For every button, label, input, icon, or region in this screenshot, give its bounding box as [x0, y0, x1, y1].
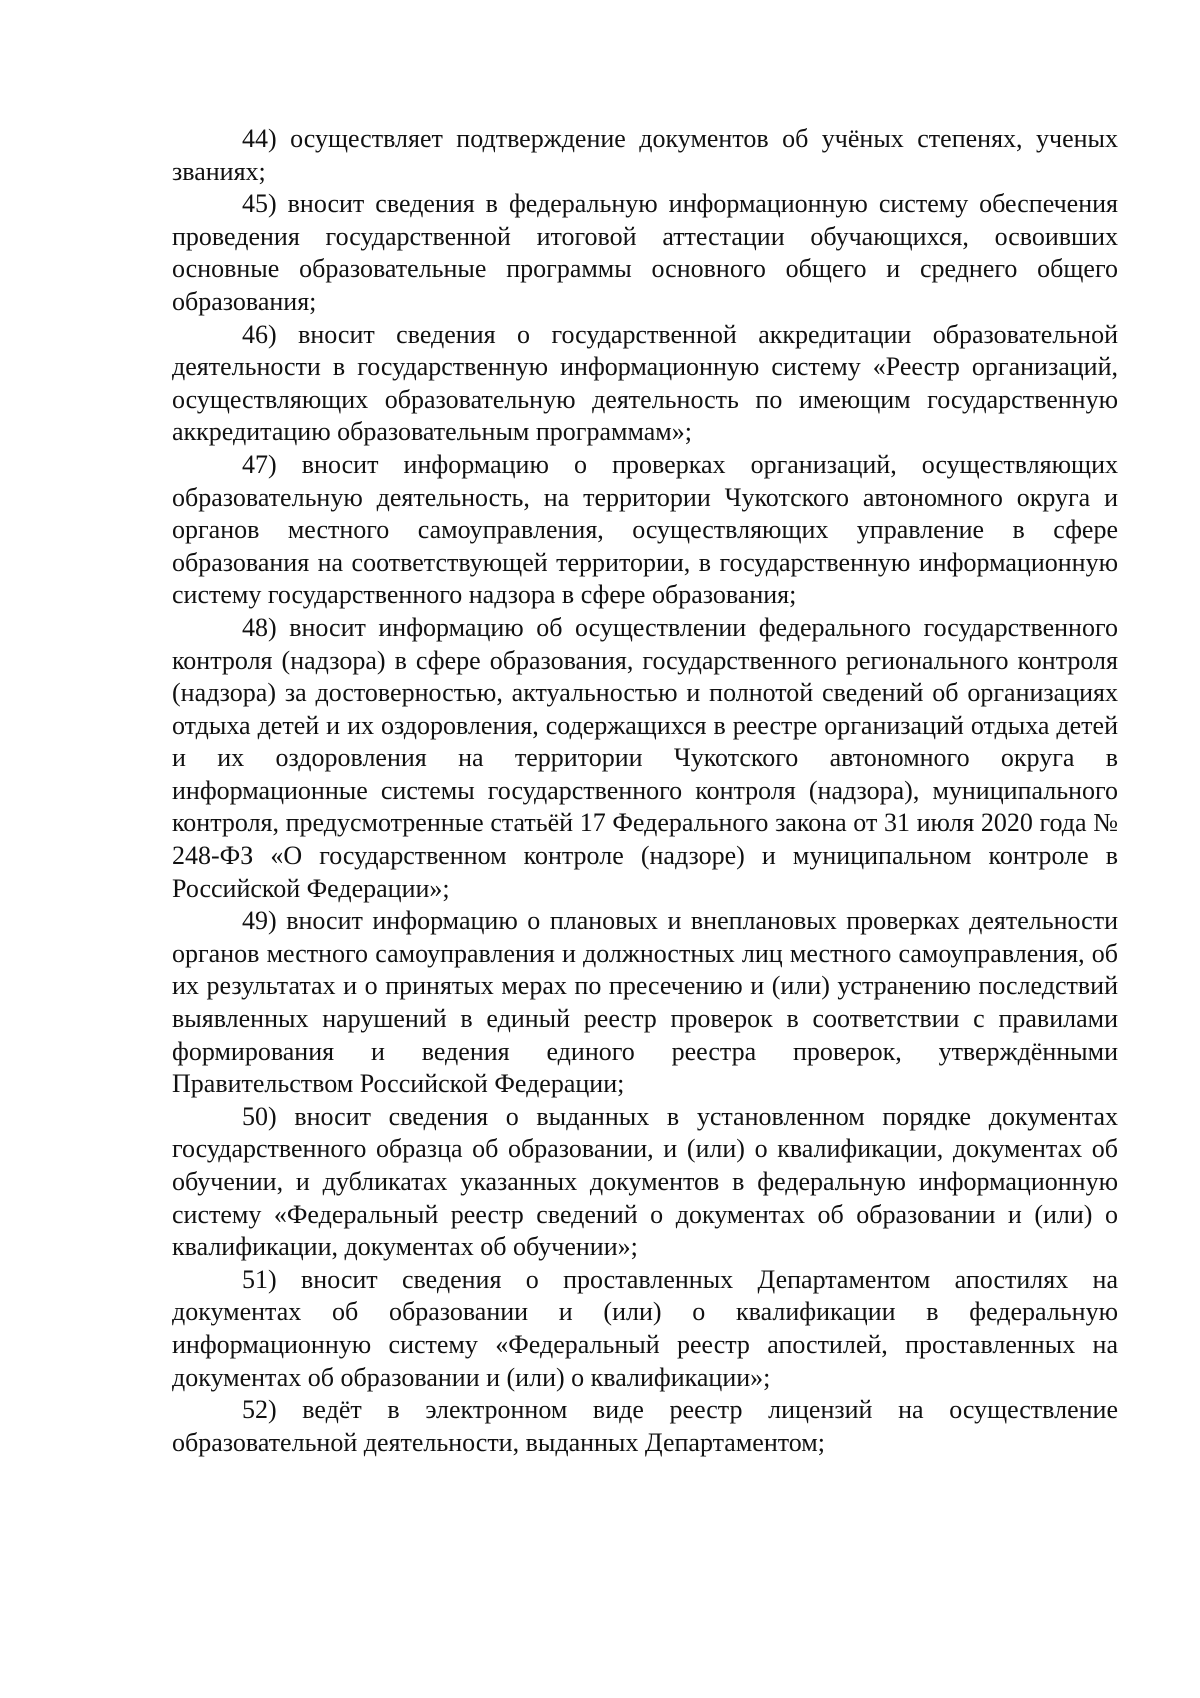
paragraph-52: 52) ведёт в электронном виде реестр лицензий на осуществление образовательной деятельности, выданных Департаментом; — [172, 1395, 1118, 1457]
paragraph-44: 44) осуществляет подтверждение документов об учёных степенях, ученых званиях; — [172, 124, 1118, 186]
paragraph-47: 47) вносит информацию о проверках организаций, осуществляющих образовательную деятельность, на территории Чукотского автономного округа и органов местного самоуправления, осуществляющих управление в сфере образования на соответствующей территории, в государственную информационную систему государственного надзора в сфере образования; — [172, 449, 1118, 610]
paragraph-50: 50) вносит сведения о выданных в установленном порядке документах государственного образца об образовании, и (или) о квалификации, документах об обучении, и дубликатах указанных документов в федеральную информационную систему «Федеральный реестр сведений о документах об образовании и (или) о квалификации, документах об обучении»; — [172, 1101, 1118, 1262]
paragraph-45: 45) вносит сведения в федеральную информационную систему обеспечения проведения государственной итоговой аттестации обучающихся, освоивших основные образовательные программы основного общего и среднего общего образования; — [172, 189, 1118, 316]
paragraph-46: 46) вносит сведения о государственной аккредитации образовательной деятельности в государственную информационную систему «Реестр организаций, осуществляющих образовательную деятельность по имеющим государственную аккредитацию образовательным программам»; — [172, 319, 1118, 447]
paragraph-49: 49) вносит информацию о плановых и внеплановых проверках деятельности органов местного самоуправления и должностных лиц местного самоуправления, об их результатах и о принятых мерах по пресечению и (или) устранению последствий выявленных нарушений в единый реестр проверок в соответствии с правилами формирования и ведения единого реестра проверок, утверждёнными Правительством Российской Федерации; — [172, 906, 1118, 1099]
paragraph-51: 51) вносит сведения о проставленных Департаментом апостилях на документах об образовании и (или) о квалификации в федеральную информационную систему «Федеральный реестр апостилей, проставленных на документах об образовании и (или) о квалификации»; — [172, 1264, 1118, 1392]
paragraph-48: 48) вносит информацию об осуществлении федерального государственного контроля (надзора) в сфере образования, государственного регионального контроля (надзора) за достоверностью, актуальностью и полнотой сведений об организациях отдыха детей и их оздоровления, содержащихся в реестре организаций отдыха детей и их оздоровления на территории Чукотского автономного округа в информационные системы государственного контроля (надзора), муниципального контроля, предусмотренные статьёй 17 Федерального закона от 31 июля 2020 года № 248-ФЗ «О государственном контроле (надзоре) и муниципальном контроле в Российской Федерации»; — [172, 612, 1118, 903]
document-body — [172, 123, 1118, 1459]
